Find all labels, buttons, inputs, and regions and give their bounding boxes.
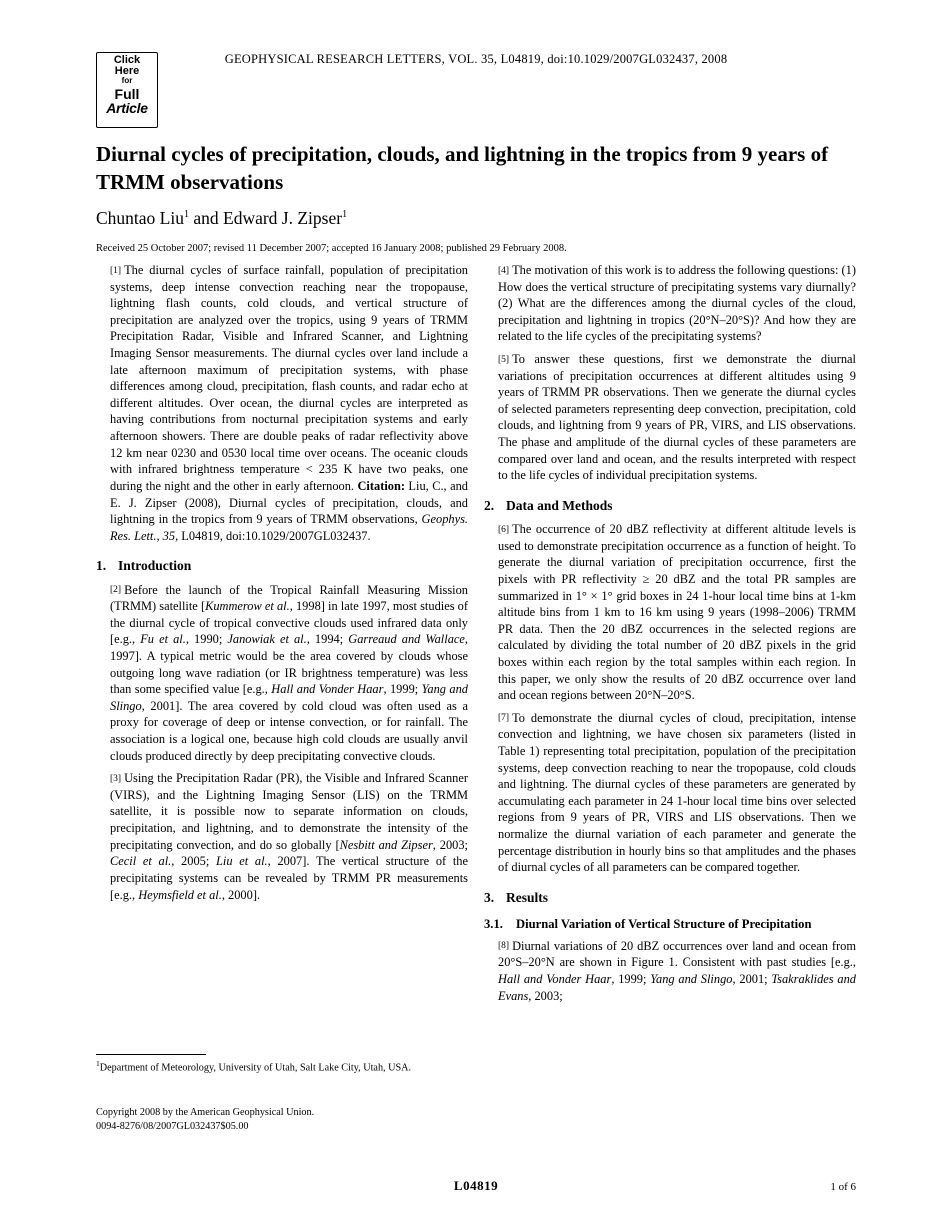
abstract-text: The diurnal cycles of surface rainfall, population of precipitation systems, deep intense convection reaching near the tropopause, lightning flash counts, cold clouds, and vertical structure of precipitation are analyzed over the tropics, using 9 years of TRMM Precipitation Radar, Visible and Infrared Scanner, and Lightning Imaging Sensor measurements. The diurnal cycles over land include a late afternoon maximum of precipitation systems, with phase differences among cloud, precipitation, flash counts, and radar echo at different altitudes. Over ocean, the diurnal cycles are interpreted as having contributions from nocturnal precipitation systems and early afternoon showers. There are double peaks of radar reflectivity above 12 km near 0230 and 0530 local time over oceans. The oceanic clouds with infrared brightness temperature < 235 K have two peaks, one during the night and the other in early afternoon. (110, 263, 468, 493)
reference-kummerow: Kummerow et al. (205, 599, 290, 614)
section-heading-results (484, 890, 856, 906)
p3-text-c: , 2005; (171, 854, 216, 869)
reference-heymsfield: Heymsfield et al. (138, 887, 222, 902)
reference-hall-vonder-haar-2: Hall and Vonder Haar (498, 972, 612, 987)
reference-janowiak: Janowiak et al. (227, 632, 307, 647)
reference-yang-slingo-2: Yang and Slingo (650, 972, 733, 987)
copyright-line: Copyright 2008 by the American Geophysical Union. (96, 1107, 315, 1118)
p5-text: To answer these questions, first we demonstrate the diurnal variations of precipitation occurrences at different altitudes using 9 years of TRMM PR observations. Then we generate the diurnal cycles of selected parameters representing deep convection, precipitation, cold clouds, and lightning from 9 years of PR, VIRS, and LIS observations. The phase and amplitude of the diurnal cycles of these parameters are compared over land and ocean, and the results interpreted with respect to the life cycles of individual precipitation systems. (498, 352, 856, 483)
section-title: Introduction (118, 558, 192, 574)
p8-text-d: , 2003; (528, 988, 563, 1003)
p2-text-b: , 1998] in late 1997, most studies of the diurnal cycle of tropical convective clouds used infrared data only [e.g., (110, 599, 468, 647)
p2-text-g: , 2001]. The area covered by cold cloud was often used as a proxy for coverage of deep or intense convection, or for rainfall. The association is a logical one, because high cold clouds are usually anvil clouds produced directly by deep precipitating convective clouds. (110, 698, 468, 763)
p6-text: The occurrence of 20 dBZ reflectivity at different altitude levels is used to demonstrate precipitation occurrence as a function of height. To generate the diurnal variation of precipitation occurrence, first the pixels with PR reflectivity ≥ 20 dBZ and the total PR samples are summarized in 1° × 1° grid boxes in 24 1-hour local time bins at 1-km altitude bins from 1 km to 16 km using 9 years (1998–2006) TRMM PR data. Then the 20 dBZ occurrences in the selected regions are calculated by dividing the total number of 20 dBZ pixels in the grid boxes within each region by the total samples within each region. In this paper, we only show the results of 20 dBZ occurrence over land and ocean regions between 20°N–20°S. (498, 522, 856, 703)
section-number: 1. (96, 558, 107, 574)
p4-text: The motivation of this work is to address the following questions: (1) How does the vertical structure of precipitating systems vary diurnally? (2) What are the differences among the diurnal cycles of the cloud, precipitation and lightning in tropics (20°N–20°S)? And how they are related to the life cycles of the precipitating systems? (498, 263, 856, 344)
paragraph-2 (96, 582, 468, 765)
reference-cecil: Cecil et al. (110, 854, 172, 869)
p8-text-a: Diurnal variations of 20 dBZ occurrences over land and ocean from 20°S–20°N are shown in Figure 1. Consistent with past studies [e.g., (498, 938, 856, 970)
article-id-footer: L04819 (453, 1178, 499, 1193)
subsection-number: 3.1. (484, 917, 503, 932)
affiliation-footnote (96, 1059, 468, 1075)
badge-line-5: Article (106, 99, 148, 116)
paragraph-6 (484, 521, 856, 704)
footnote-divider (96, 1054, 206, 1055)
reference-tsakraklides-evans: Tsakraklides and Evans (498, 972, 856, 1003)
reference-nesbitt-zipser: Nesbitt and Zipser (339, 837, 433, 852)
received-dates: Received 25 October 2007; revised 11 December 2007; accepted 16 January 2008; published 29 February 2008. (96, 243, 567, 254)
paragraph-number: [6] (498, 524, 510, 535)
paragraph-8 (484, 938, 856, 1004)
p3-text-a: Using the Precipitation Radar (PR), the Visible and Infrared Scanner (VIRS), and the Lightning Imaging Sensor (LIS) on the TRMM satellite, it is possible now to separate information on clouds, precipitation, and lightning, and to demonstrate the intensity of the precipitating convection, and do so globally [ (110, 771, 468, 852)
paragraph-number: [5] (498, 354, 510, 365)
section-title: Results (506, 889, 549, 905)
paragraph-number: [7] (498, 713, 510, 724)
copyright-block (96, 1106, 468, 1134)
page-number-footer: 1 of 6 (830, 1181, 856, 1193)
reference-garreaud-wallace: Garreaud and Wallace (348, 632, 465, 647)
footnote-text: Department of Meteorology, University of Utah, Salt Lake City, Utah, USA. (99, 1062, 412, 1074)
p3-text-d: , 2007]. The vertical structure of the precipitating systems can be revealed by TRMM PR measurements [e.g., (110, 854, 468, 902)
author-conjunction: and Edward J. Zipser (188, 208, 343, 228)
citation-text-a: Liu, C., and E. J. Zipser (2008), Diurnal cycles of precipitation, clouds, and lightning in the tropics from 9 years of TRMM observations, (110, 478, 468, 527)
abstract-paragraph (96, 262, 468, 544)
badge-line-4: Full (114, 85, 140, 102)
p2-text-a: Before the launch of the Tropical Rainfall Measuring Mission (TRMM) satellite [ (110, 582, 468, 614)
p2-text-f: , 1999; (383, 682, 422, 697)
page-title: Diurnal cycles of precipitation, clouds, and lightning in the tropics from 9 years of TRMM observations (96, 142, 829, 195)
citation-text-c: , L04819, doi:10.1029/2007GL032437. (175, 528, 371, 543)
subsection-title: Diurnal Variation of Vertical Structure of Precipitation (516, 917, 812, 932)
section-title: Data and Methods (506, 497, 613, 513)
paragraph-number: [2] (110, 585, 122, 596)
p2-text-e: , 1997]. A typical metric would be the area covered by clouds whose outgoing long wave radiation (or IR brightness temperature) was less than some specified value [e.g., (110, 632, 468, 697)
paragraph-number: [4] (498, 265, 510, 276)
citation-journal: Geophys. Res. Lett. (110, 512, 468, 543)
citation-text-b: , (156, 528, 163, 543)
p7-text: To demonstrate the diurnal cycles of cloud, precipitation, intense convection and lightning, we have chosen six parameters (listed in Table 1) representing total precipitation, population of the precipitation systems, deep convection reaching to near the tropopause, cold clouds and lightning. The diurnal cycles of these parameters are generated by accumulating each parameter in 24 1-hour local time bins over selected regions from 9 years of PR, VIRS and LIS observations. Then we normalize the diurnal variation of each parameter and generate the percentage distribution in hourly bins so that amplitudes and the phases of diurnal cycles of all parameters can be compared together. (498, 710, 856, 875)
author-list (96, 208, 856, 229)
reference-yang-slingo: Yang and Slingo (110, 682, 468, 713)
reference-hall-vonder-haar: Hall and Vonder Haar (271, 682, 384, 697)
click-here-full-article-badge[interactable] (96, 52, 158, 128)
left-column (96, 262, 468, 903)
paragraph-5 (484, 351, 856, 484)
reference-liu: Liu et al. (216, 854, 268, 869)
p2-text-c: , 1990; (185, 632, 228, 647)
issn-line: 0094-8276/08/2007GL032437$05.00 (96, 1120, 249, 1132)
author-2-affiliation-marker: 1 (342, 209, 348, 221)
p3-text-e: , 2000]. (221, 887, 261, 902)
section-number: 2. (484, 497, 495, 513)
paragraph-number: [8] (498, 941, 510, 952)
badge-line-3: for (121, 76, 133, 86)
section-heading-data-and-methods (484, 498, 856, 514)
author-1-affiliation-marker: 1 (183, 209, 189, 221)
p8-text-b: , 1999; (611, 972, 651, 987)
author-1-name: Chuntao Liu (96, 208, 184, 228)
section-number: 3. (484, 889, 495, 905)
subsection-heading-diurnal-variation (484, 917, 856, 933)
journal-header: GEOPHYSICAL RESEARCH LETTERS, VOL. 35, L04819, doi:10.1029/2007GL032437, 2008 (224, 52, 728, 66)
citation-label: Citation: (357, 478, 405, 493)
paragraph-number: [3] (110, 773, 122, 784)
p8-text-c: , 2001; (732, 972, 772, 987)
paragraph-4 (484, 262, 856, 345)
paragraph-3 (96, 770, 468, 903)
right-column (484, 262, 856, 1004)
p3-text-b: , 2003; (432, 837, 468, 852)
reference-fu: Fu et al. (140, 632, 186, 647)
paragraph-number: [1] (110, 265, 122, 276)
section-heading-introduction (96, 558, 468, 574)
badge-line-1: Click (113, 54, 141, 66)
badge-line-2: Here (114, 65, 140, 78)
citation-volume: 35 (162, 528, 176, 543)
paragraph-7 (484, 710, 856, 876)
footnote-marker: 1 (96, 1059, 100, 1068)
p2-text-d: , 1994; (306, 632, 349, 647)
